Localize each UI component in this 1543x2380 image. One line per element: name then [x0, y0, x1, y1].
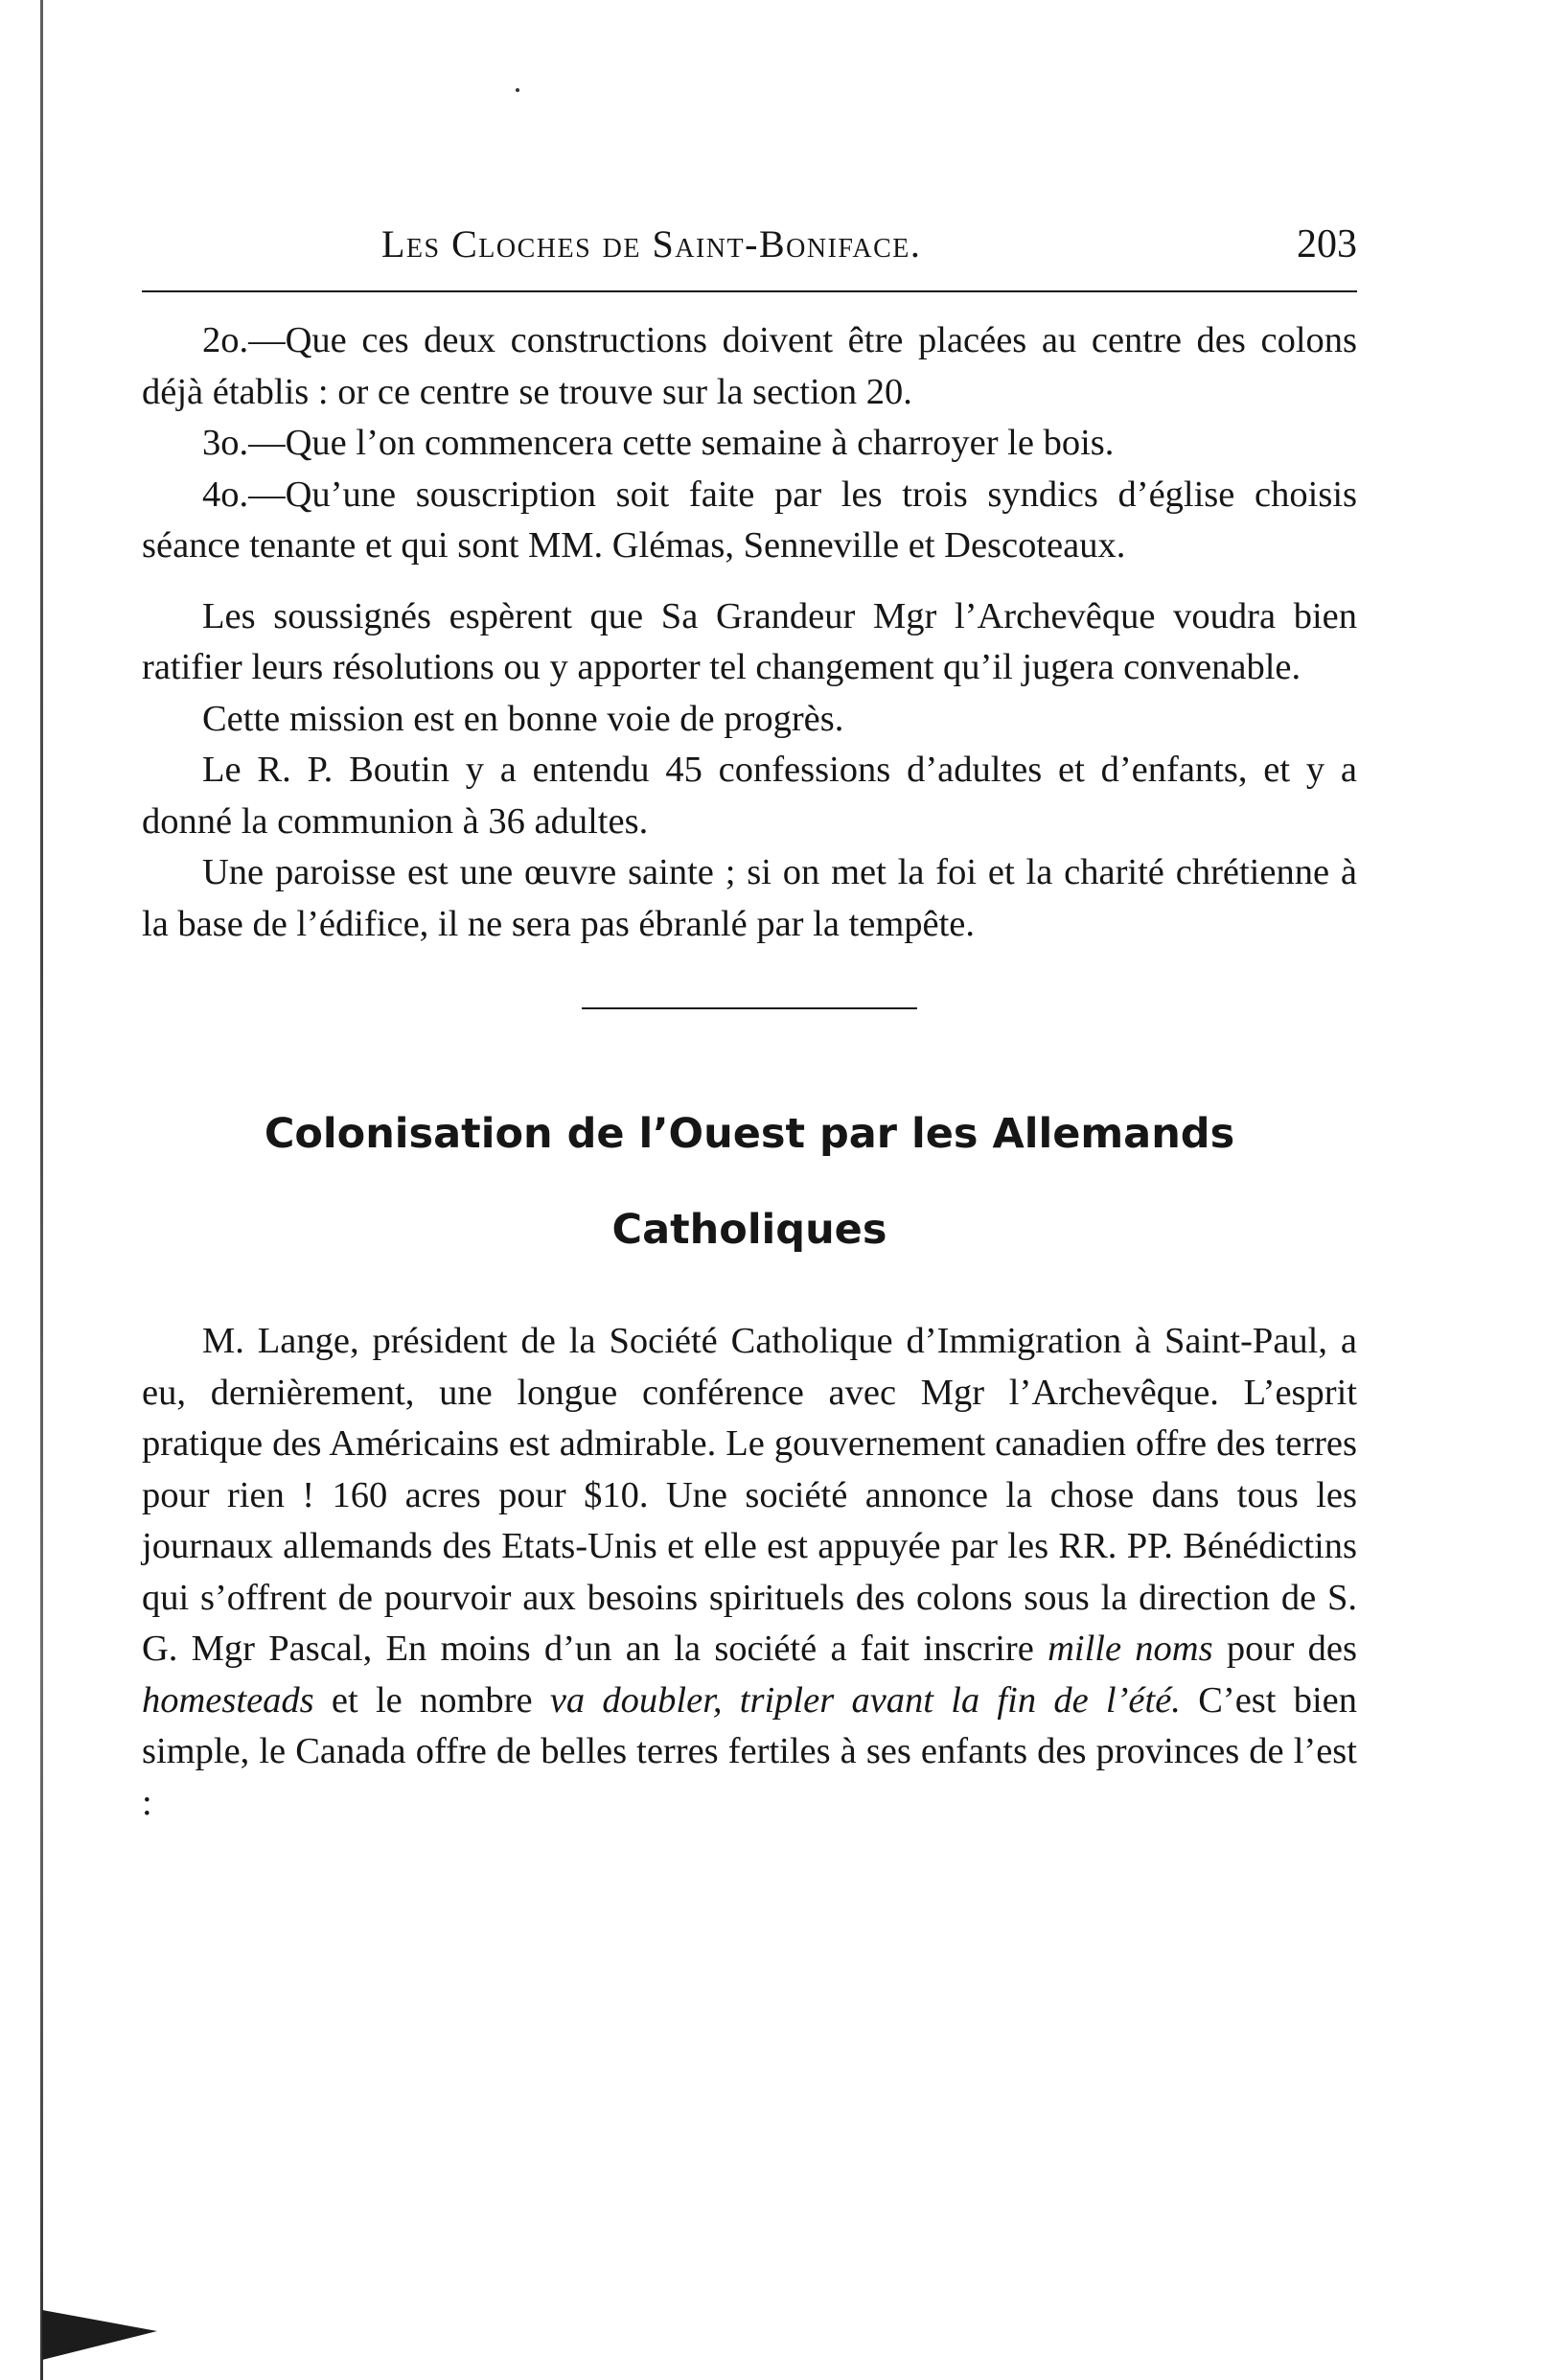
article-text-1: M. Lange, président de la Société Catholique d’Immigration à Saint-Paul, a eu, dernièrement, une longue conférence avec Mgr l’Archevêque. L’esprit pratique des Américains est admirable. Le gouvernement canadien offre des terres pour rien ! 160 acres pour $10. Une société annonce la chose dans tous les journaux allemands des Etats-Unis et elle est appuyée par les RR. PP. Bénédictins qui s’offrent de pourvoir aux besoins spirituels des colons sous la direction de S. G. Mgr Pascal, En moins d’un an la société a fait inscrire	[142, 1321, 1357, 1669]
article-body	[142, 1316, 1357, 1829]
resolution-2: 2o.—Que ces deux constructions doivent être placées au centre des colons déjà établis : or ce centre se trouve sur la section 20.	[142, 320, 1357, 412]
resolution-3: 3o.—Que l’on commencera cette semaine à charroyer le bois.	[202, 423, 1115, 463]
article-text-3: et le nombre	[313, 1679, 550, 1721]
paragraph-progress: Cette mission est en bonne voie de progrès.	[202, 698, 844, 739]
article-heading-line-1: Colonisation de l’Ouest par les Allemands	[264, 1110, 1235, 1158]
scan-speck	[516, 88, 519, 92]
page-number: 203	[1297, 222, 1357, 266]
article-text-2: pour des	[1212, 1629, 1357, 1669]
article-italic-3: va doubler, tripler avant la fin de l’été.	[549, 1679, 1181, 1721]
article-heading-line-2: Catholiques	[611, 1206, 887, 1254]
paragraph-parish: Une paroisse est une œuvre sainte ; si on met la foi et la charité chrétienne à la base de l’édifice, il ne sera pas ébranlé par la tempête.	[142, 852, 1357, 944]
article-italic-1: mille noms	[1048, 1629, 1213, 1669]
resolution-4: 4o.—Qu’une souscription soit faite par les trois syndics d’église choisis séance tenante et qui sont MM. Glémas, Senneville et Descoteaux.	[142, 474, 1357, 566]
article-paragraph	[142, 1316, 1357, 1829]
article-heading	[142, 1086, 1357, 1278]
running-title: Les Cloches de Saint-Boniface.	[381, 222, 922, 266]
scan-left-edge	[40, 0, 43, 2380]
header-rule	[142, 290, 1357, 292]
scan-corner-mark	[42, 2310, 157, 2360]
article-text-4: C’est bien simple, le Canada offre de belles terres fertiles à ses enfants des provinces de l’est :	[142, 1679, 1357, 1823]
section-divider	[582, 1007, 917, 1009]
paragraph-ratification: Les soussignés espèrent que Sa Grandeur Mgr l’Archevêque voudra bien ratifier leurs résolutions ou y apporter tel changement qu’il jugera convenable.	[142, 595, 1357, 687]
running-head	[142, 216, 1357, 273]
article-italic-2: homesteads	[142, 1679, 314, 1721]
book-page	[142, 216, 1357, 1829]
paragraph-confessions: Le R. P. Boutin y a entendu 45 confessions d’adultes et d’enfants, et y a donné la communion à 36 adultes.	[142, 750, 1357, 842]
resolutions-block	[142, 315, 1357, 950]
